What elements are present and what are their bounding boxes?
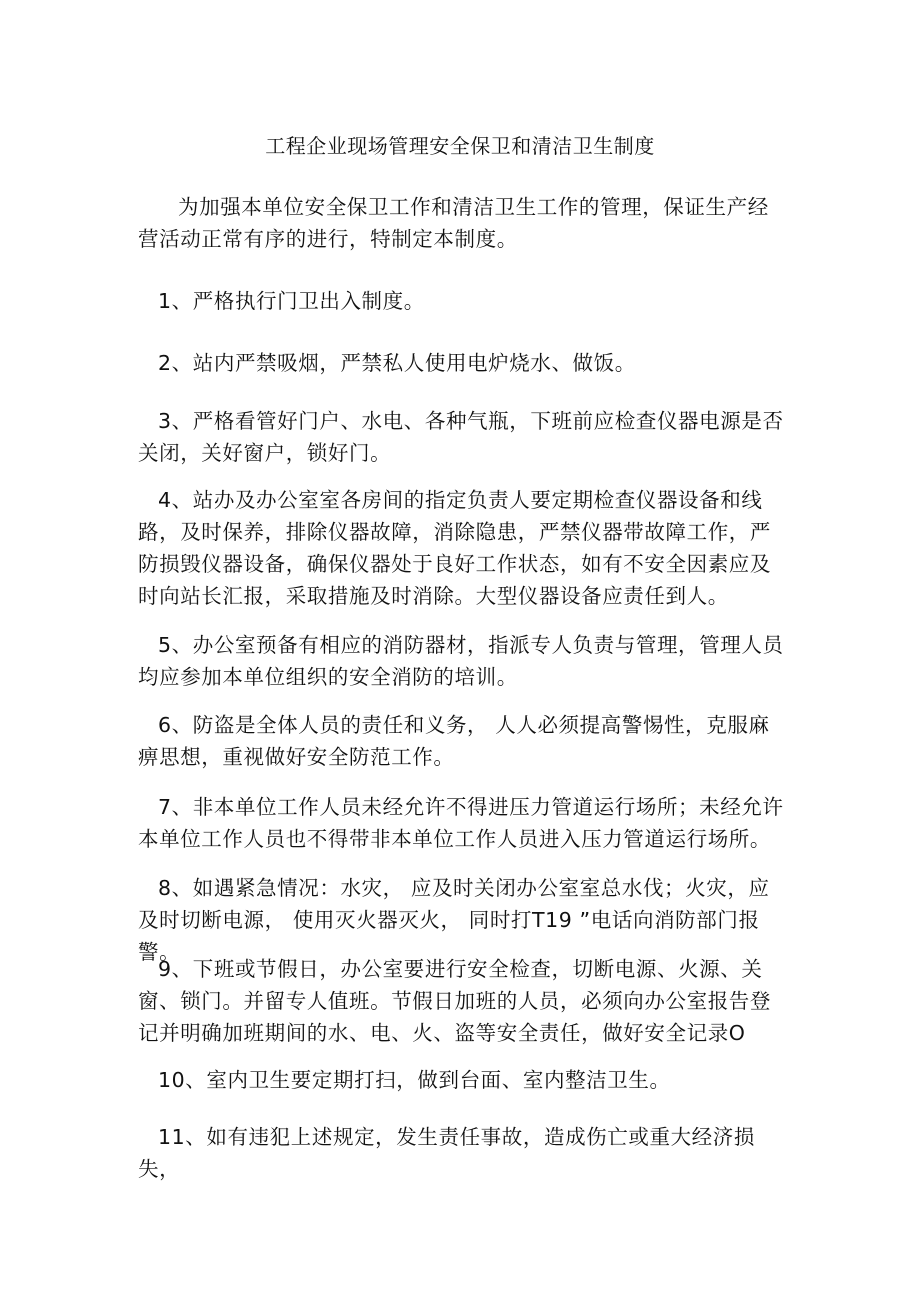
intro-paragraph: 为加强本单位安全保卫工作和清洁卫生工作的管理，保证生产经营活动正常有序的进行，特制定本制度。 <box>138 195 769 251</box>
rule-item-1: 1、严格执行门卫出入制度。 <box>158 289 425 313</box>
rule-item-4: 4、站办及办公室室各房间的指定负责人要定期检查仪器设备和线路，及时保养，排除仪器故障，消除隐患，严禁仪器带故障工作，严防损毁仪器设备，确保仪器处于良好工作状态，如有不安全因素应及时向站长汇报，采取措施及时消除。大型仪器设备应责任到人。 <box>138 488 771 608</box>
rule-item-2: 2、站内严禁吸烟，严禁私人使用电炉烧水、做饭。 <box>158 351 636 375</box>
rule-item-9: 9、下班或节假日，办公室要进行安全检查，切断电源、火源、关窗、锁门。并留专人值班。节假日加班的人员，必须向办公室报告登记并明确加班期间的水、电、火、盗等安全责任，做好安全记录O <box>138 957 771 1045</box>
rule-item-5: 5、办公室预备有相应的消防器材，指派专人负责与管理，管理人员均应参加本单位组织的安全消防的培训。 <box>138 633 784 689</box>
rule-item-11: 11、如有违犯上述规定，发生责任事故，造成伤亡或重大经济损失， <box>138 1125 755 1181</box>
rule-item-3: 3、严格看管好门户、水电、各种气瓶，下班前应检查仪器电源是否关闭，关好窗户，锁好门。 <box>138 409 784 465</box>
rule-item-8: 8、如遇紧急情况：水灾， 应及时关闭办公室室总水伐；火灾，应及时切断电源， 使用灭火器灭火， 同时打T19 ”电话向消防部门报警。 <box>138 876 770 964</box>
document-title: 工程企业现场管理安全保卫和清洁卫生制度 <box>265 134 655 158</box>
rule-item-10: 10、室内卫生要定期打扫，做到台面、室内整洁卫生。 <box>158 1068 671 1092</box>
rule-item-6: 6、防盗是全体人员的责任和义务， 人人必须提高警惕性，克服麻痹思想，重视做好安全防范工作。 <box>138 713 770 769</box>
rule-item-7: 7、非本单位工作人员未经允许不得进压力管道运行场所；未经允许本单位工作人员也不得带非本单位工作人员进入压力管道运行场所。 <box>138 795 784 851</box>
